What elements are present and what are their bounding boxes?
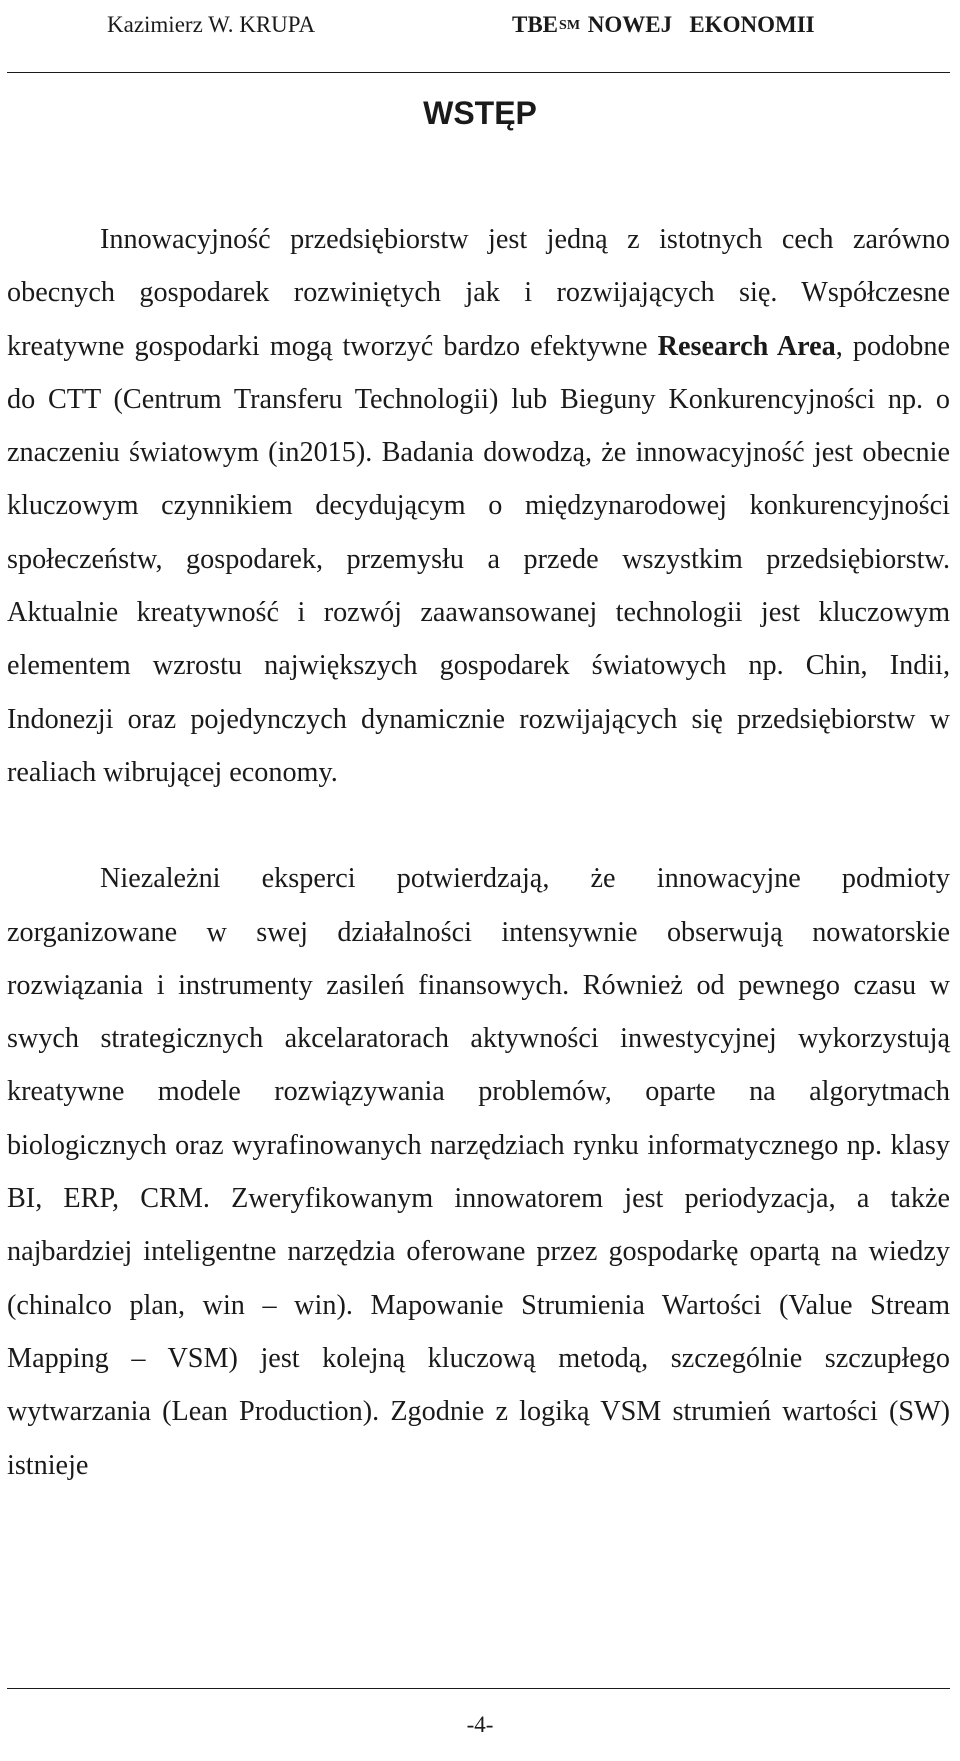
header-title: [512, 12, 815, 38]
body-text: [7, 213, 950, 1492]
paragraph-2: [7, 852, 950, 1492]
paragraph-1: [7, 213, 950, 799]
footer-rule: [7, 1688, 950, 1689]
section-heading: WSTĘP: [423, 95, 537, 131]
header-title-suffix: NOWEJ EKONOMII: [582, 12, 815, 37]
paragraph-2-text: Niezależni eksperci potwierdzają, że innowacyjne podmioty zorganizowane w swej działalności intensywnie obserwują nowatorskie rozwiązania i instrumenty zasileń finansowych. Również od pewnego czasu w swych strategicznych akcelaratorach aktywności inwestycyjnej wykorzystują kreatywne modele rozwiązywania problemów, oparte na algorytmach biologicznych oraz wyrafinowanych narzędziach rynku informatycznego np. klasy BI, ERP, CRM. Zweryfikowanym innowatorem jest periodyzacja, a także najbardziej inteligentne narzędzia oferowane przez gospodarkę opartą na wiedzy (chinalco plan, win – win). Mapowanie Strumienia Wartości (Value Stream Mapping – VSM) jest kolejną kluczową metodą, szczególnie szczupłego wytwarzania (Lean Production). Zgodnie z logiką VSM strumień wartości (SW) istnieje: [7, 863, 950, 1481]
running-header: [0, 8, 960, 48]
paragraph-1-part-2: , podobne do CTT (Centrum Transferu Technologii) lub Bieguny Konkurencyjności np. o znaczeniu światowym (in2015). Badania dowodzą, że innowacyjność jest obecnie kluczowym czynnikiem decydującym o międzynarodowej konkurencyjności społeczeństw, gospodarek, przemysłu a przede wszystkim przedsiębiorstw. Aktualnie kreatywność i rozwój zaawansowanej technologii jest kluczowym elementem wzrostu największych gospodarek światowych np. Chin, Indii, Indonezji oraz pojedynczych dynamicznie rozwijających się przedsiębiorstw w realiach wibrującej economy.: [7, 330, 950, 788]
paragraph-1-bold-term: Research Area: [657, 330, 836, 362]
page-number: -4-: [466, 1712, 494, 1737]
header-rule: [7, 72, 950, 73]
paragraph-gap: [7, 799, 950, 852]
header-author: Kazimierz W. KRUPA: [107, 12, 316, 37]
header-title-prefix: TBE: [512, 12, 559, 37]
paragraph-1-part-1: Innowacyjność przedsiębiorstw jest jedną z istotnych cech zarówno obecnych gospodarek rozwiniętych jak i rozwijających się. Współczesne kreatywne gospodarki mogą tworzyć bardzo efektywne: [7, 224, 950, 362]
header-title-superscript: SM: [559, 18, 581, 33]
